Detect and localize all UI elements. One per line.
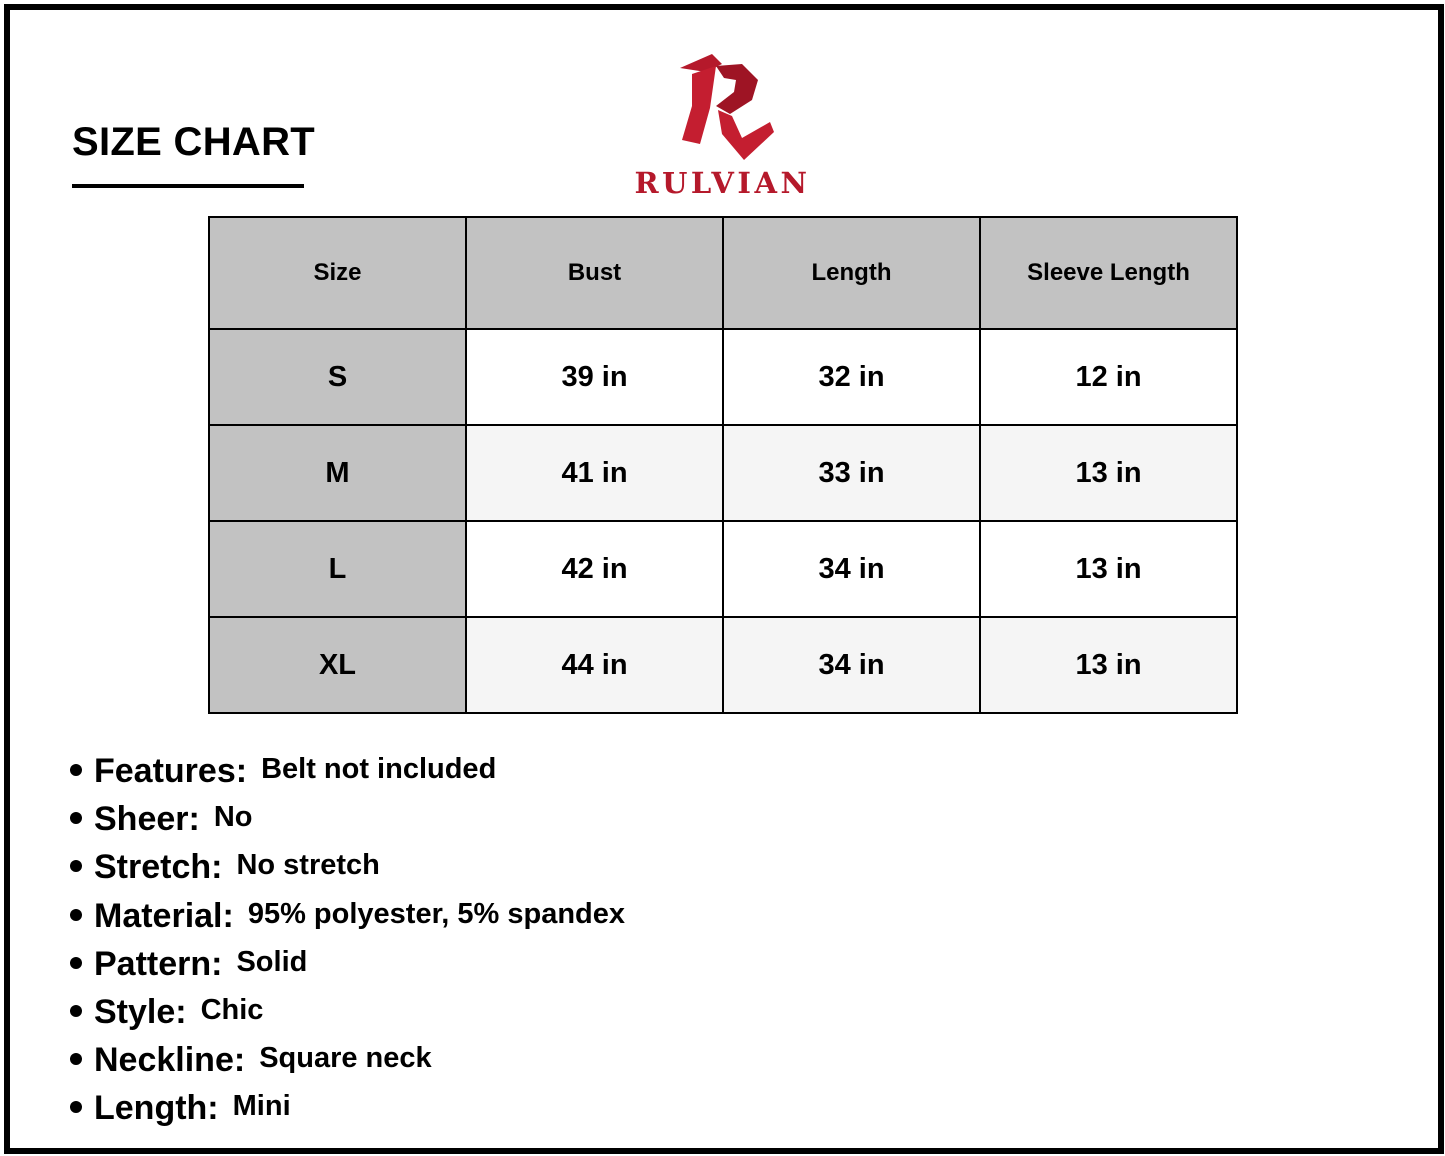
feature-value: 95% polyester, 5% spandex <box>247 897 626 930</box>
feature-value: Belt not included <box>261 753 497 785</box>
list-item <box>70 800 625 848</box>
table-row <box>209 329 1237 425</box>
length-cell: 34 in <box>723 521 980 617</box>
rulvian-r-logo-icon <box>672 52 776 162</box>
bust-cell: 42 in <box>466 521 723 617</box>
feature-label: Pattern: <box>94 944 223 983</box>
list-item <box>70 945 625 993</box>
list-item <box>70 752 625 800</box>
feature-value: No stretch <box>236 849 380 882</box>
title-underline <box>72 184 304 188</box>
bullet-icon <box>70 812 82 824</box>
bust-cell: 39 in <box>466 329 723 425</box>
sleeve-length-cell: 13 in <box>980 425 1237 521</box>
length-cell: 32 in <box>723 329 980 425</box>
size-chart-table <box>208 216 1238 714</box>
feature-value: Mini <box>232 1090 291 1123</box>
bullet-icon <box>70 909 82 921</box>
list-item <box>70 848 625 896</box>
feature-value: Chic <box>200 993 264 1026</box>
feature-label: Material: <box>94 896 234 935</box>
feature-value: Square neck <box>259 1042 432 1075</box>
list-item <box>70 1041 625 1089</box>
bullet-icon <box>70 1005 82 1017</box>
size-cell: S <box>209 329 466 425</box>
bullet-icon <box>70 957 82 969</box>
table-row <box>209 617 1237 713</box>
bullet-icon <box>70 860 82 872</box>
column-header-length: Length <box>723 217 980 329</box>
feature-label: Features: <box>94 752 248 790</box>
bullet-icon <box>70 764 82 776</box>
sleeve-length-cell: 12 in <box>980 329 1237 425</box>
page-title: SIZE CHART <box>72 120 315 164</box>
feature-label: Sheer: <box>94 800 200 839</box>
sleeve-length-cell: 13 in <box>980 617 1237 713</box>
size-cell: M <box>209 425 466 521</box>
feature-label: Stretch: <box>94 848 223 887</box>
bust-cell: 41 in <box>466 425 723 521</box>
table-row <box>209 425 1237 521</box>
list-item <box>70 993 625 1041</box>
column-header-sleeve-length: Sleeve Length <box>980 217 1237 329</box>
size-cell: XL <box>209 617 466 713</box>
feature-label: Length: <box>94 1089 219 1128</box>
length-cell: 34 in <box>723 617 980 713</box>
feature-value: No <box>213 801 253 834</box>
table-row <box>209 521 1237 617</box>
feature-value: Solid <box>236 945 308 978</box>
list-item <box>70 1089 625 1137</box>
column-header-size: Size <box>209 217 466 329</box>
feature-label: Style: <box>94 992 187 1031</box>
size-cell: L <box>209 521 466 617</box>
brand-wordmark: RULVIAN <box>634 166 811 200</box>
column-header-bust: Bust <box>466 217 723 329</box>
product-features-list <box>70 752 625 1138</box>
list-item <box>70 897 625 945</box>
table-header-row <box>209 217 1237 329</box>
length-cell: 33 in <box>723 425 980 521</box>
sleeve-length-cell: 13 in <box>980 521 1237 617</box>
feature-label: Neckline: <box>94 1041 246 1080</box>
bullet-icon <box>70 1101 82 1113</box>
bust-cell: 44 in <box>466 617 723 713</box>
bullet-icon <box>70 1053 82 1065</box>
